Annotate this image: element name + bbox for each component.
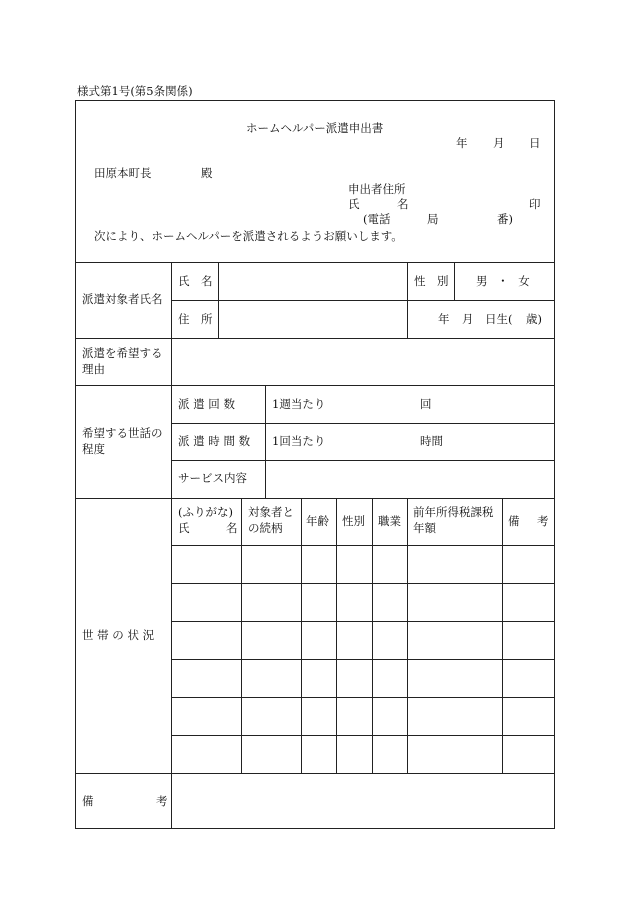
household-row[interactable] xyxy=(172,584,554,621)
time-label: 派 遣 時 間 数 xyxy=(178,434,251,448)
seal-mark: 印 xyxy=(529,197,541,211)
date-year-label: 年 xyxy=(456,136,468,150)
applicant-name-label-1: 氏 xyxy=(348,197,360,211)
col-name-line1: (ふりがな) xyxy=(178,505,233,519)
col-note-1: 備 xyxy=(508,514,520,528)
form-title: ホームヘルパー派遣申出書 xyxy=(246,121,384,135)
frequency-field[interactable] xyxy=(266,386,554,423)
col-name-line2a: 氏 xyxy=(178,521,190,535)
time-unit: 時間 xyxy=(420,434,443,448)
frequency-unit: 回 xyxy=(420,397,432,411)
reason-label-line2: 理由 xyxy=(82,362,105,376)
target-address-field[interactable] xyxy=(219,301,406,338)
request-text: 次により、ホームヘルパーを派遣されるようお願いします。 xyxy=(94,229,403,243)
remarks-label-1: 備 xyxy=(82,794,94,808)
applicant-address-label: 申出者住所 xyxy=(348,182,406,196)
time-value: 1回当たり xyxy=(272,434,326,448)
gender-label-1: 性 xyxy=(414,274,426,288)
addressee: 田原本町長 xyxy=(94,166,152,180)
phone-number-label: 番) xyxy=(497,212,513,226)
honorific: 殿 xyxy=(201,166,213,180)
time-field[interactable] xyxy=(266,424,554,460)
birth-year-label: 年 xyxy=(438,312,450,326)
col-gender: 性別 xyxy=(342,514,365,528)
target-name-label-1: 氏 xyxy=(178,274,190,288)
date-month-label: 月 xyxy=(493,136,505,150)
col-tax-line1: 前年所得税課税 xyxy=(413,505,494,519)
reason-field[interactable] xyxy=(172,339,554,385)
col-note-2: 考 xyxy=(537,514,549,528)
phone-office-label: 局 xyxy=(427,212,439,226)
frequency-label: 派 遣 回 数 xyxy=(178,397,235,411)
reason-label-line1: 派遣を希望する xyxy=(82,346,163,360)
divider-care xyxy=(75,498,555,499)
applicant-name-label-2: 名 xyxy=(397,197,409,211)
household-row[interactable] xyxy=(172,736,554,773)
phone-open: (電話 xyxy=(363,212,391,226)
birth-month-label: 月 xyxy=(462,312,474,326)
household-row[interactable] xyxy=(172,660,554,697)
col-tax-line2: 年額 xyxy=(413,521,436,535)
target-label: 派遣対象者氏名 xyxy=(82,292,163,306)
care-label-line2: 程度 xyxy=(82,442,105,456)
divider-gender xyxy=(454,262,455,300)
divider-target-value xyxy=(407,262,408,338)
age-suffix: 歳) xyxy=(526,312,542,326)
col-job: 職業 xyxy=(378,514,401,528)
gender-options[interactable]: 男 ・ 女 xyxy=(476,274,530,288)
col-age: 年齢 xyxy=(306,514,329,528)
form-number: 様式第1号(第5条関係) xyxy=(77,84,193,98)
target-address-label-1: 住 xyxy=(178,312,190,326)
remarks-field[interactable] xyxy=(172,774,554,828)
col-relation-line2: の続柄 xyxy=(248,521,283,535)
service-label: サービス内容 xyxy=(178,471,247,485)
household-row[interactable] xyxy=(172,622,554,659)
gender-label-2: 別 xyxy=(437,274,449,288)
household-label: 世 帯 の 状 況 xyxy=(82,628,155,642)
date-day-label: 日 xyxy=(529,136,541,150)
household-row[interactable] xyxy=(172,698,554,735)
care-label-line1: 希望する世話の xyxy=(82,426,163,440)
target-name-field[interactable] xyxy=(219,263,406,300)
birth-suffix: 日生( xyxy=(485,312,513,326)
household-row[interactable] xyxy=(172,546,554,583)
col-relation-line1: 対象者と xyxy=(248,505,294,519)
remarks-label-2: 考 xyxy=(156,794,168,808)
target-address-label-2: 所 xyxy=(201,312,213,326)
col-name-line2b: 名 xyxy=(226,521,238,535)
target-name-label-2: 名 xyxy=(201,274,213,288)
frequency-value: 1週当たり xyxy=(272,397,326,411)
service-field[interactable] xyxy=(266,461,554,498)
